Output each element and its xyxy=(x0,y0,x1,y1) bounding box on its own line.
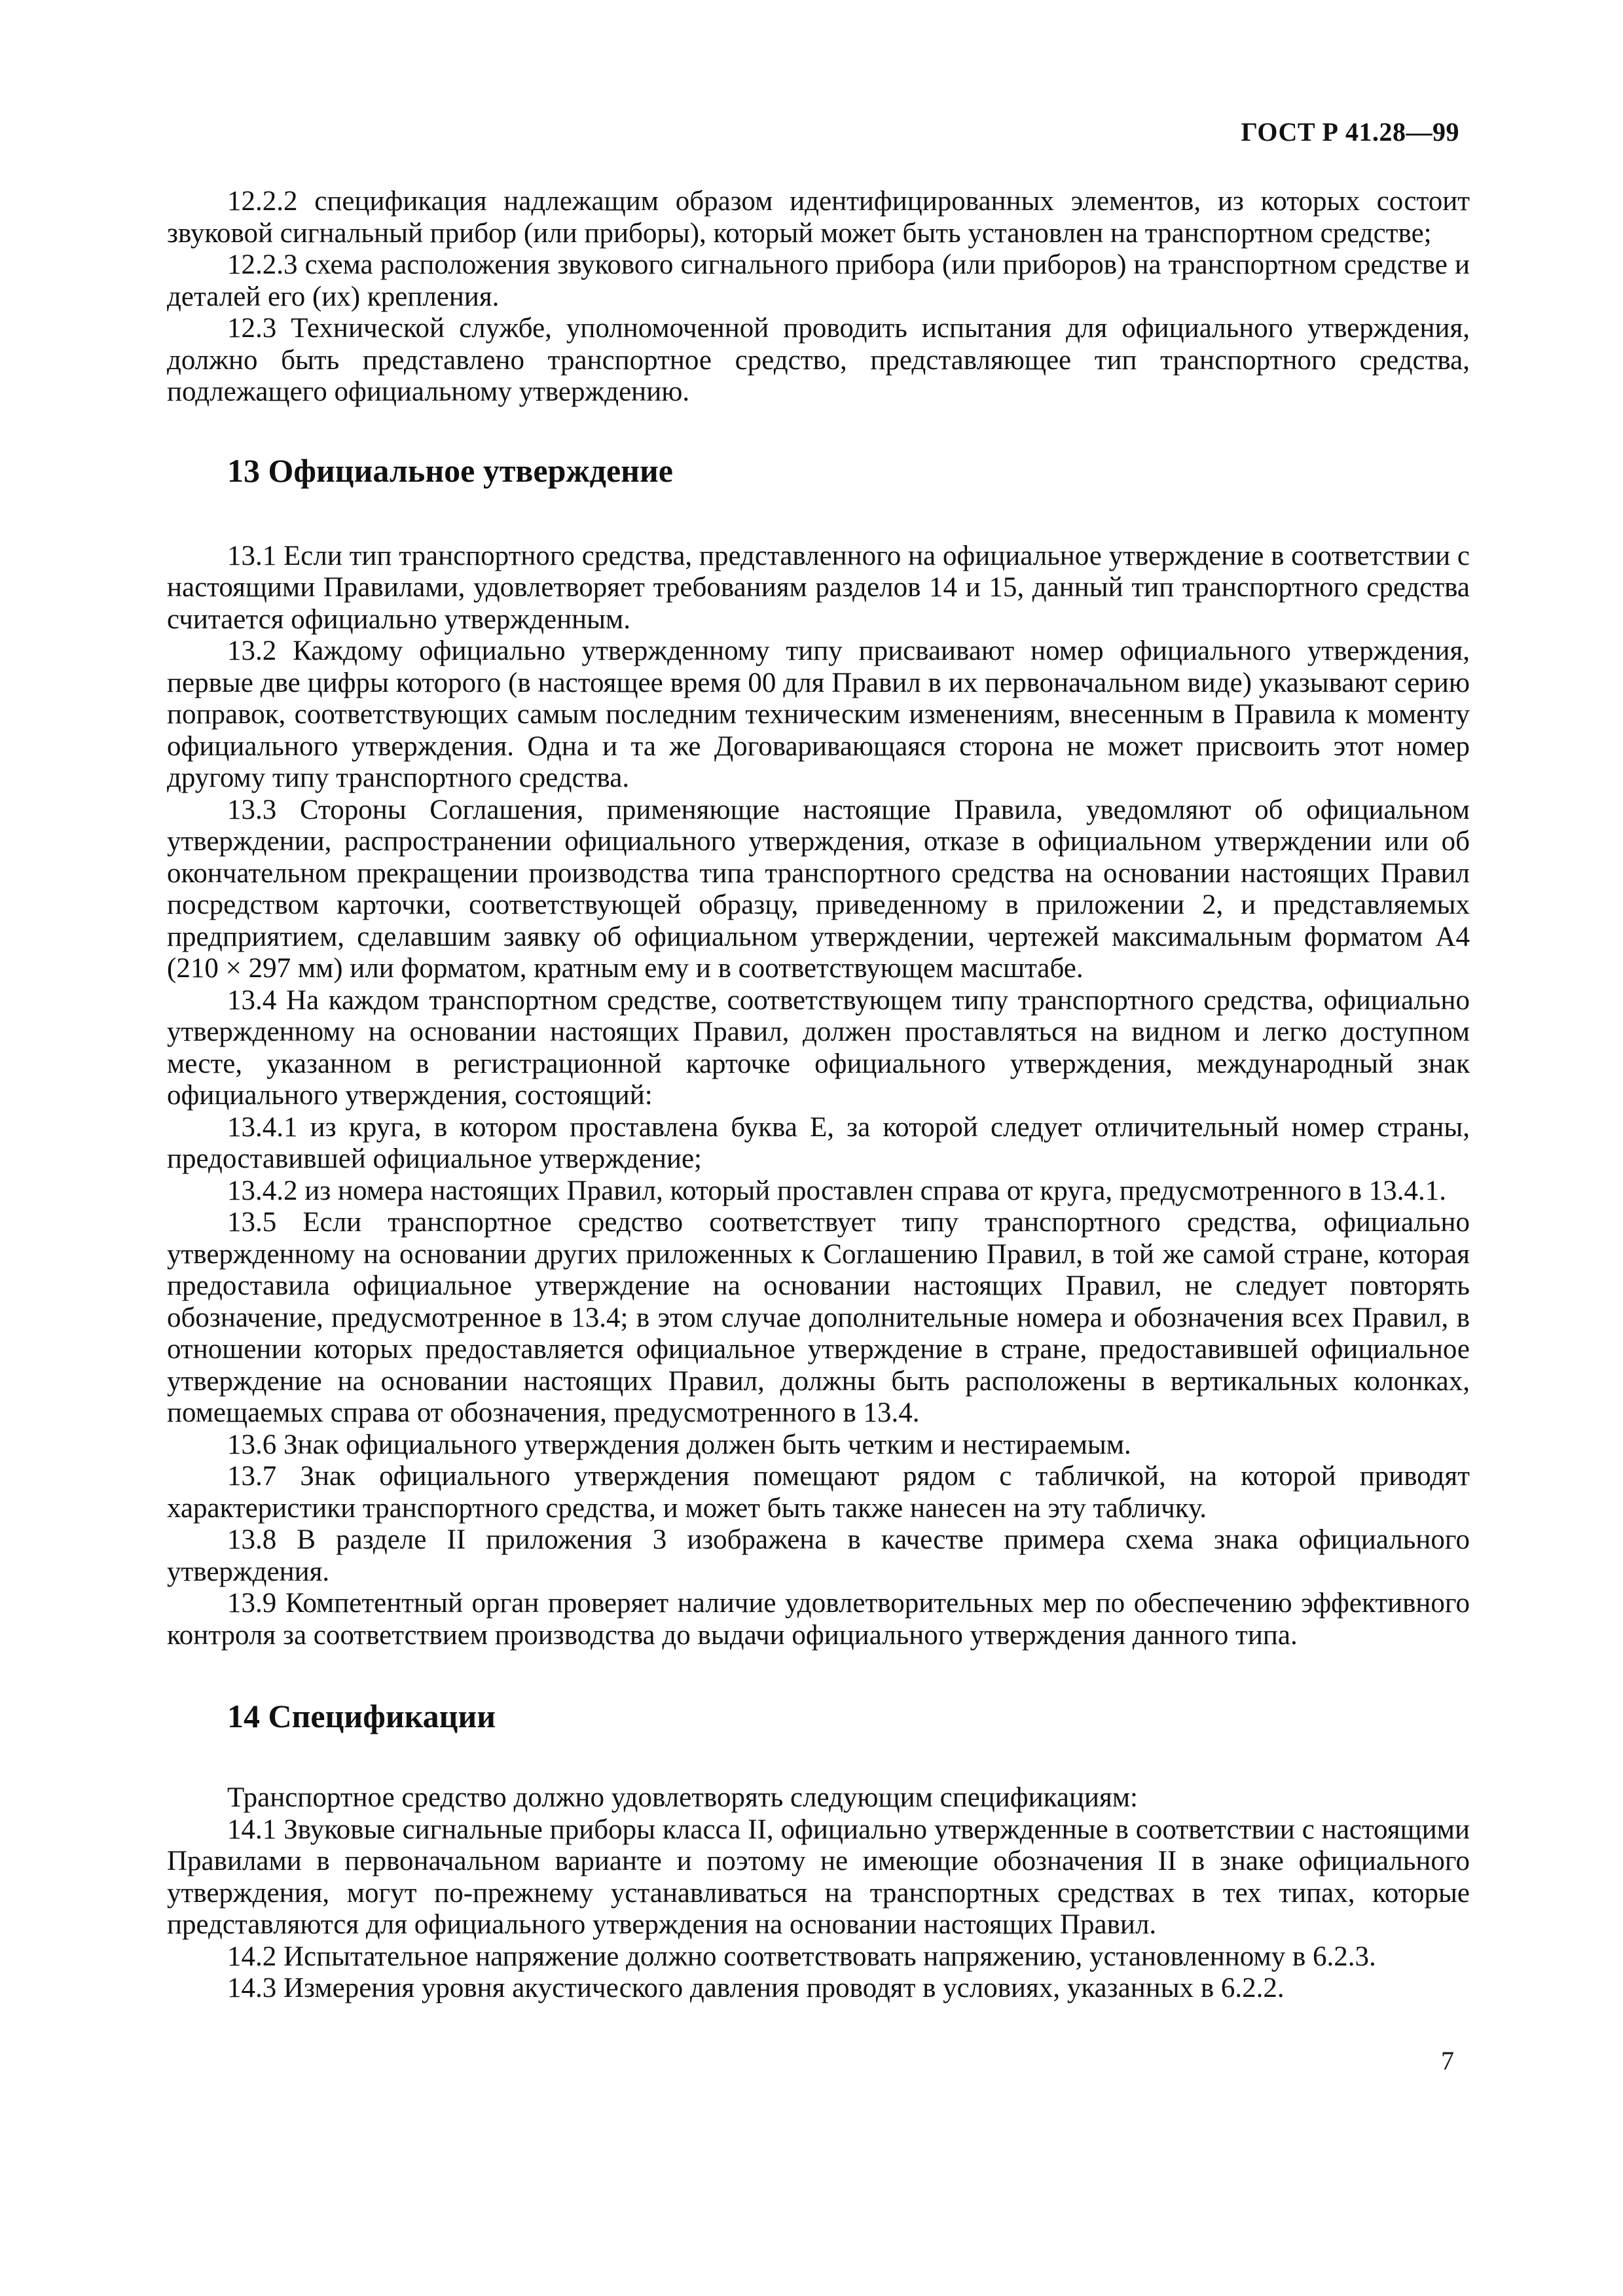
paragraph-13-4-2: 13.4.2 из номера настоящих Правил, который проставлен справа от круга, предусмотренного в 13.4.1. xyxy=(227,1175,1447,1206)
page-content xyxy=(167,186,1470,2005)
paragraph-13-1: 13.1 Если тип транспортного средства, представленного на официальное утверждение в соответствии с настоящими Правилами, удовлетворяет требованиям разделов 14 и 15, данный тип транспортного средства считается официально утвержденным. xyxy=(167,540,1470,635)
standard-code-header: ГОСТ Р 41.28—99 xyxy=(1241,117,1459,147)
paragraph-13-5: 13.5 Если транспортное средство соответствует типу транспортного средства, официально утвержденному на основании других приложенных к Соглашению Правил, в той же самой стране, которая предоставила официальное утверждение на основании настоящих Правил, не следует повторять обозначение, предусмотренное в 13.4; в этом случае дополнительные номера и обозначения всех Правил, в отношении которых предоставляется официальное утверждение в стране, предоставившей официальное утверждение на основании настоящих Правил, должны быть расположены в вертикальных колонках, помещаемых справа от обозначения, предусмотренного в 13.4. xyxy=(167,1207,1470,1428)
paragraph-13-3: 13.3 Стороны Соглашения, применяющие настоящие Правила, уведомляют об официальном утверждении, распространении официального утверждения, отказе в официальном утверждении или об окончательном прекращении производства типа транспортного средства на основании настоящих Правил посредством карточки, соответствующей образцу, приведенному в приложении 2, и представляемых предприятием, сделавшим заявку об официальном утверждении, чертежей максимальным форматом А4 (210 × 297 мм) или форматом, кратным ему и в соответствующем масштабе. xyxy=(167,794,1470,984)
paragraph-14-1: 14.1 Звуковые сигнальные приборы класса II, официально утвержденные в соответствии с настоящими Правилами в первоначальном варианте и поэтому не имеющие обозначения II в знаке официального утверждения, могут по-прежнему устанавливаться на транспортных средствах в тех типах, которые представляются для официального утверждения на основании настоящих Правил. xyxy=(167,1814,1470,1940)
paragraph-12-2-3: 12.2.3 схема расположения звукового сигнального прибора (или приборов) на транспортном средстве и деталей его (их) крепления. xyxy=(167,249,1470,312)
section-14-intro: Транспортное средство должно удовлетворять следующим спецификациям: xyxy=(227,1782,1138,1813)
paragraph-13-4: 13.4 На каждом транспортном средстве, соответствующем типу транспортного средства, официально утвержденному на основании настоящих Правил, должен проставляться на видном и легко доступном месте, указанном в регистрационной карточке официального утверждения, международный знак официального утверждения, состоящий: xyxy=(167,984,1470,1111)
section-13-heading: 13 Официальное утверждение xyxy=(227,452,673,489)
section-14-heading: 14 Спецификации xyxy=(227,1698,496,1734)
paragraph-13-8: 13.8 В разделе II приложения 3 изображена в качестве примера схема знака официального утверждения. xyxy=(167,1524,1470,1587)
paragraph-13-6: 13.6 Знак официального утверждения должен быть четким и нестираемым. xyxy=(227,1429,1131,1460)
paragraph-13-4-1: 13.4.1 из круга, в котором проставлена буква Е, за которой следует отличительный номер страны, предоставившей официальное утверждение; xyxy=(167,1111,1470,1174)
paragraph-12-2-2: 12.2.2 спецификация надлежащим образом идентифицированных элементов, из которых состоит звуковой сигнальный прибор (или приборы), который может быть установлен на транспортном средстве; xyxy=(167,186,1470,249)
paragraph-13-9: 13.9 Компетентный орган проверяет наличие удовлетворительных мер по обеспечению эффективного контроля за соответствием производства до выдачи официального утверждения данного типа. xyxy=(167,1588,1470,1651)
paragraph-12-3: 12.3 Технической службе, уполномоченной проводить испытания для официального утверждения, должно быть представлено транспортное средство, представляющее тип транспортного средства, подлежащего официальному утверждению. xyxy=(167,313,1470,407)
paragraph-13-2: 13.2 Каждому официально утвержденному типу присваивают номер официального утверждения, первые две цифры которого (в настоящее время 00 для Правил в их первоначальном виде) указывают серию поправок, соответствующих самым последним техническим изменениям, внесенным в Правила к моменту официального утверждения. Одна и та же Договаривающаяся сторона не может присвоить этот номер другому типу транспортного средства. xyxy=(167,636,1470,793)
paragraph-14-3: 14.3 Измерения уровня акустического давления проводят в условиях, указанных в 6.2.2. xyxy=(227,1973,1285,2003)
page-number: 7 xyxy=(1441,2046,1454,2075)
paragraph-14-2: 14.2 Испытательное напряжение должно соответствовать напряжению, установленному в 6.2.3. xyxy=(227,1941,1376,1972)
paragraph-13-7: 13.7 Знак официального утверждения помещают рядом с табличкой, на которой приводят характеристики транспортного средства, и может быть также нанесен на эту табличку. xyxy=(167,1461,1470,1524)
